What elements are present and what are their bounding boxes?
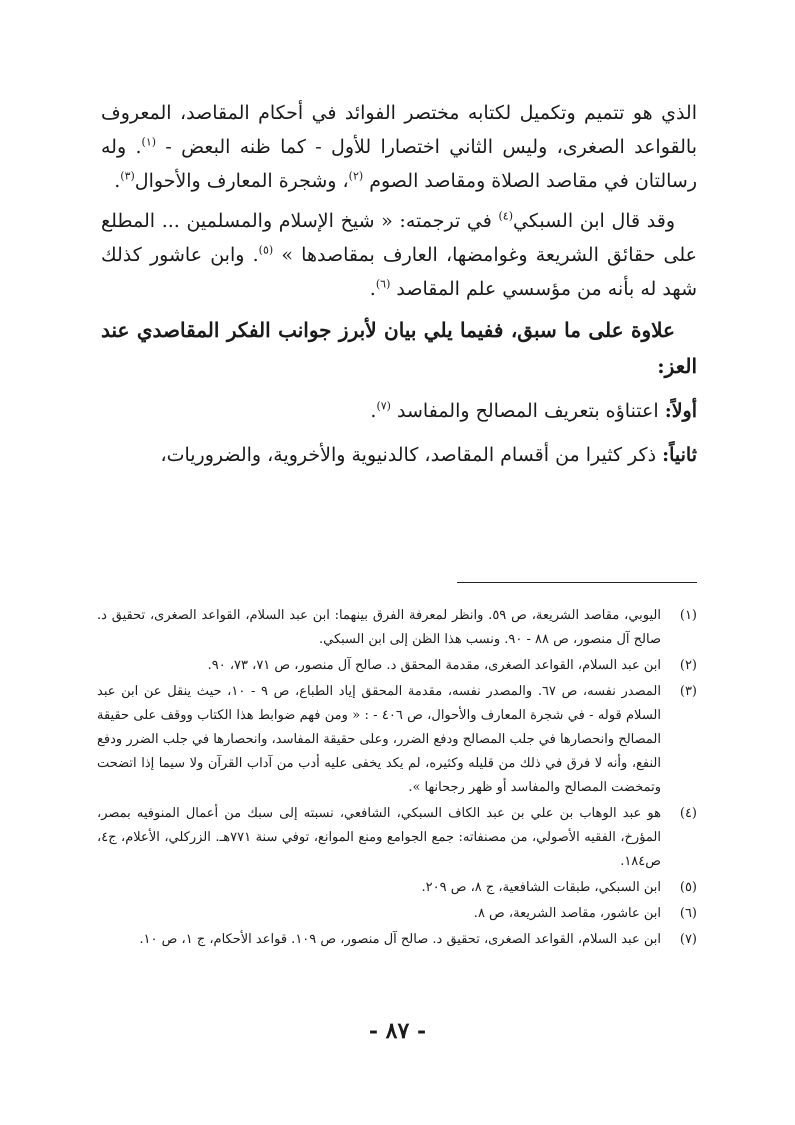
text-segment: . وله رسالتان في مقاصد الصلاة ومقاصد الصوم xyxy=(101,136,697,192)
footnote-number: (٥) xyxy=(679,880,697,895)
point-text: اعتناؤه بتعريف المصالح والمفاسد xyxy=(390,400,665,422)
text-segment: ، وشجرة المعارف والأحوال xyxy=(134,170,349,192)
text-segment: . xyxy=(114,170,121,192)
footnote-number: (٢) xyxy=(679,658,697,673)
footnote-number: (٧) xyxy=(679,932,697,947)
footnote-ref-5[interactable]: (٥) xyxy=(258,243,274,257)
footnote-text: ابن عبد السلام، القواعد الصغرى، مقدمة المحقق د. صالح آل منصور، ص ٧١، ٧٣، ٩٠. xyxy=(207,658,661,673)
footnote-text: ابن عاشور، مقاصد الشريعة، ص ٨. xyxy=(473,906,661,921)
footnote-separator xyxy=(457,582,697,583)
footnotes-section xyxy=(97,604,697,954)
point-first xyxy=(101,394,697,428)
footnote-text: اليوبي، مقاصد الشريعة، ص ٥٩. وانظر لمعرفة الفرق بينهما: ابن عبد السلام، القواعد الصغرى، تحقيق د. صالح آل منصور، ص ٨٨ - ٩٠. ونسب هذا الظن إلى ابن السبكي. xyxy=(97,608,661,647)
footnote-number: (٤) xyxy=(679,806,697,821)
footnote-4 xyxy=(97,802,697,874)
footnote-ref-1[interactable]: (١) xyxy=(141,135,157,149)
footnote-ref-6[interactable]: (٦) xyxy=(375,277,391,291)
main-text-body xyxy=(101,96,697,480)
point-end: . xyxy=(370,400,377,422)
footnote-7 xyxy=(97,928,697,952)
point-label: أولاً: xyxy=(664,400,697,422)
point-second xyxy=(101,438,697,472)
footnote-ref-4[interactable]: (٤) xyxy=(498,209,514,223)
point-label: ثانياً: xyxy=(662,444,697,466)
footnote-ref-2[interactable]: (٢) xyxy=(348,169,364,183)
text-segment: . xyxy=(369,278,376,300)
footnote-1 xyxy=(97,604,697,652)
footnote-6 xyxy=(97,902,697,926)
footnote-text: المصدر نفسه، ص ٦٧. والمصدر نفسه، مقدمة المحقق إياد الطباع، ص ٩ - ١٠، حيث ينقل عن ابن عبد السلام قوله - في شجرة المعارف والأحوال، ص ٤٠٦ - : « ومن فهم ضوابط هذا الكتاب ووقف على حقيقة المصالح وانحصارها في جلب المصالح ودفع الضرر، وعلى حقيقة المفاسد، وانحصارها في جلب الضرر ودفع النفع، وأنه لا فرق في ذلك من قليله وكثيره، لم يكد يخفى عليه أدب من آداب القرآن ولا سيما إذا اتضحت وتمخضت المصالح والمفاسد أو ظهر رجحانها ». xyxy=(97,684,661,795)
footnote-ref-7[interactable]: (٧) xyxy=(376,399,391,413)
footnote-number: (١) xyxy=(679,608,697,623)
bold-summary-paragraph: علاوة على ما سبق، ففيما يلي بيان لأبرز جوانب الفكر المقاصدي عند العز: xyxy=(101,318,697,378)
footnote-number: (٣) xyxy=(679,684,697,699)
point-text: ذكر كثيرا من أقسام المقاصد، كالدنيوية والأخروية، والضروريات، xyxy=(160,444,663,466)
text-segment: الذي هو تتميم وتكميل لكتابه مختصر الفوائد في أحكام المقاصد، المعروف بالقواعد الصغرى، وليس الثاني اختصارا للأول - كما ظنه البعض - xyxy=(101,102,697,158)
footnote-3 xyxy=(97,680,697,800)
text-segment: في ترجمته: « شيخ الإسلام والمسلمين ... المطلع على حقائق الشريعة وغوامضها، العارف بمقاصدها » xyxy=(101,210,697,266)
text-segment: وقد قال ابن السبكي xyxy=(513,210,676,232)
paragraph-2 xyxy=(101,204,697,306)
footnote-5 xyxy=(97,876,697,900)
paragraph-1 xyxy=(101,96,697,198)
footnote-text: ابن عبد السلام، القواعد الصغرى، تحقيق د. صالح آل منصور، ص ١٠٩. قواعد الأحكام، ج ١، ص ١٠. xyxy=(139,932,661,947)
page-number: - ٨٧ - xyxy=(368,1018,427,1044)
footnote-text: هو عبد الوهاب بن علي بن عبد الكاف السبكي، الشافعي، نسبته إلى سبك من أعمال المنوفيه بمصر، المؤرخ، الفقيه الأصولي، من مصنفاته: جمع الجوامع ومنع الموانع، توفي سنة ٧٧١هـ. الزركلي، الأعلام، ج٤، ص١٨٤. xyxy=(97,806,662,869)
footnote-text: ابن السبكي، طبقات الشافعية، ج ٨، ص ٢٠٩. xyxy=(421,880,661,895)
footnote-number: (٦) xyxy=(679,906,697,921)
footnote-2 xyxy=(97,654,697,678)
footnote-ref-3[interactable]: (٣) xyxy=(120,169,135,183)
text-segment: . وابن عاشور كذلك شهد له بأنه من مؤسسي علم المقاصد xyxy=(101,244,697,300)
